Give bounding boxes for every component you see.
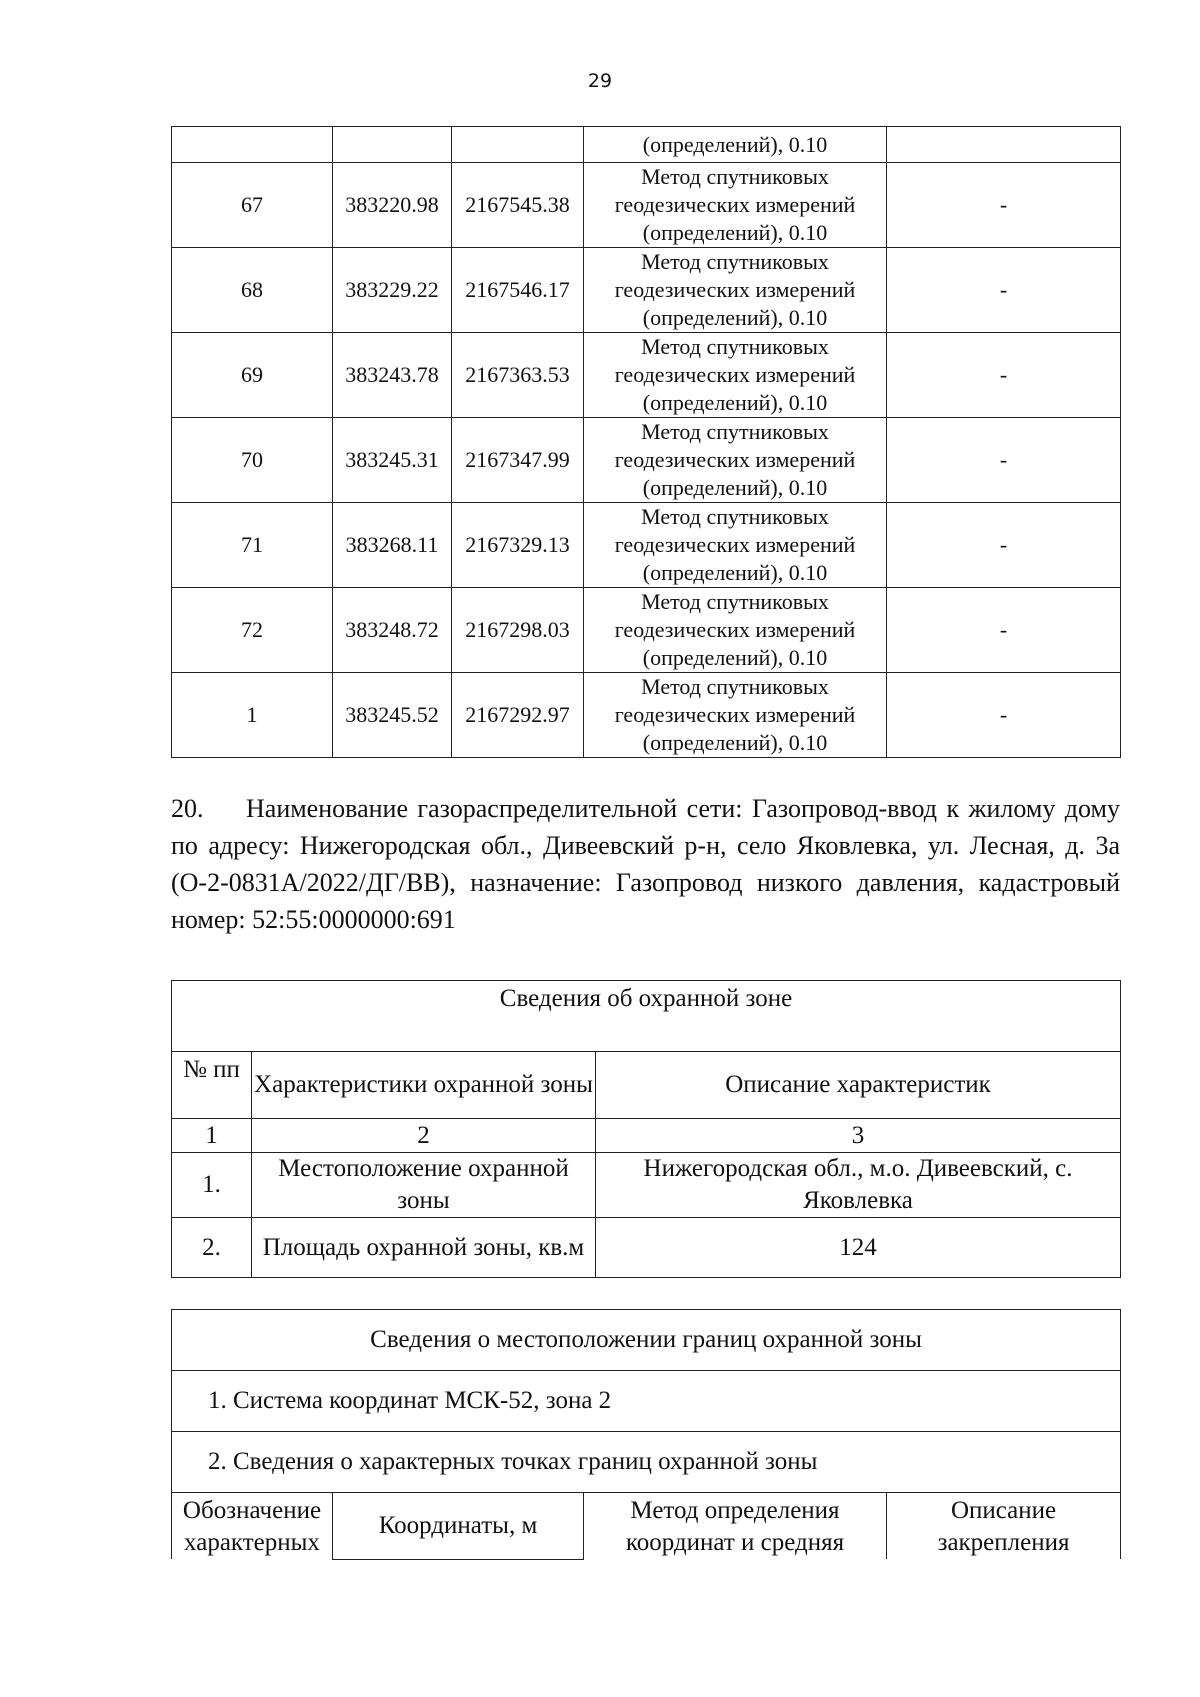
column-header: № пп bbox=[172, 1052, 252, 1119]
method-line: Метод спутниковых bbox=[641, 419, 829, 444]
table-row bbox=[172, 1371, 1121, 1432]
column-number: 3 bbox=[596, 1119, 1121, 1153]
column-header: Описание характеристик bbox=[596, 1052, 1121, 1119]
desc-cell: - bbox=[887, 333, 1121, 418]
y-cell: 2167363.53 bbox=[452, 333, 584, 418]
method-line: (определений), 0.10 bbox=[642, 390, 828, 415]
y-cell: 2167545.38 bbox=[452, 163, 584, 248]
method-line: геодезических измерений bbox=[614, 702, 856, 727]
method-cell bbox=[584, 333, 887, 418]
column-number: 1 bbox=[172, 1119, 252, 1153]
method-cell bbox=[584, 418, 887, 503]
table-row bbox=[172, 333, 1121, 418]
table-row bbox=[172, 588, 1121, 673]
y-cell: 2167347.99 bbox=[452, 418, 584, 503]
coordinates-table bbox=[171, 126, 1121, 758]
point-cell: 71 bbox=[172, 503, 333, 588]
method-line: Метод спутниковых bbox=[641, 164, 829, 189]
protection-zone-table bbox=[171, 980, 1121, 1278]
x-cell: 383245.31 bbox=[333, 418, 452, 503]
y-cell: 2167329.13 bbox=[452, 503, 584, 588]
table-row bbox=[172, 1493, 1121, 1560]
table-row bbox=[172, 503, 1121, 588]
point-cell: 67 bbox=[172, 163, 333, 248]
table-row bbox=[172, 1119, 1121, 1153]
method-line: Метод спутниковых bbox=[641, 674, 829, 699]
table-row bbox=[172, 418, 1121, 503]
method-line: геодезических измерений bbox=[614, 617, 856, 642]
characteristic-name: Площадь охранной зоны, кв.м bbox=[252, 1218, 596, 1278]
desc-cell: - bbox=[887, 248, 1121, 333]
y-cell: 2167298.03 bbox=[452, 588, 584, 673]
point-cell: 70 bbox=[172, 418, 333, 503]
table-row bbox=[172, 1153, 1121, 1218]
method-line: (определений), 0.10 bbox=[642, 645, 828, 670]
coordinate-system-line: 1. Система координат МСК-52, зона 2 bbox=[172, 1371, 1121, 1432]
method-line: геодезических измерений bbox=[614, 447, 856, 472]
point-cell: 72 bbox=[172, 588, 333, 673]
section-text: Наименование газораспределительной сети: Газопровод-ввод к жилому дому по адресу: Нижегородская обл., Дивеевский р-н, село Яковлевка, ул. Лесная, д. 3а (О-2-0831А/2022/ДГ/ВВ), назначение: Газопровод низкого давления, кадастровый номер: 52:55:0000000:691 bbox=[171, 794, 1120, 934]
method-cell: (определений), 0.10 bbox=[584, 127, 887, 163]
method-cell bbox=[584, 248, 887, 333]
point-cell bbox=[172, 127, 333, 163]
x-cell bbox=[333, 127, 452, 163]
point-cell: 69 bbox=[172, 333, 333, 418]
table-row bbox=[172, 673, 1121, 758]
method-cell bbox=[584, 503, 887, 588]
table-row bbox=[172, 981, 1121, 1052]
table-row bbox=[172, 248, 1121, 333]
method-line: (определений), 0.10 bbox=[642, 475, 828, 500]
section-number: 20. bbox=[171, 794, 204, 823]
column-header: Метод определения координат и средняя bbox=[584, 1493, 887, 1560]
method-line: геодезических измерений bbox=[614, 532, 856, 557]
method-line: (определений), 0.10 bbox=[642, 305, 828, 330]
table-row bbox=[172, 1052, 1121, 1119]
desc-cell: - bbox=[887, 163, 1121, 248]
method-line: (определений), 0.10 bbox=[642, 730, 828, 755]
column-number: 2 bbox=[252, 1119, 596, 1153]
y-cell bbox=[452, 127, 584, 163]
desc-cell: - bbox=[887, 588, 1121, 673]
method-line: Метод спутниковых bbox=[641, 249, 829, 274]
table-row bbox=[172, 1310, 1121, 1371]
row-number: 1. bbox=[172, 1153, 252, 1218]
characteristic-value: 124 bbox=[596, 1218, 1121, 1278]
table-title: Сведения о местоположении границ охранной зоны bbox=[172, 1310, 1121, 1371]
page-number: 29 bbox=[587, 70, 613, 92]
desc-cell: - bbox=[887, 503, 1121, 588]
method-cell bbox=[584, 673, 887, 758]
table-row bbox=[172, 1432, 1121, 1493]
x-cell: 383248.72 bbox=[333, 588, 452, 673]
method-line: геодезических измерений bbox=[614, 277, 856, 302]
desc-cell: - bbox=[887, 418, 1121, 503]
method-line: Метод спутниковых bbox=[641, 334, 829, 359]
table-title: Сведения об охранной зоне bbox=[172, 981, 1121, 1052]
desc-cell bbox=[887, 127, 1121, 163]
point-cell: 1 bbox=[172, 673, 333, 758]
method-line: (определений), 0.10 bbox=[642, 560, 828, 585]
section-paragraph bbox=[171, 790, 1120, 938]
column-header: Описание закрепления bbox=[887, 1493, 1121, 1560]
method-line: Метод спутниковых bbox=[641, 504, 829, 529]
column-header: Координаты, м bbox=[333, 1493, 584, 1560]
method-line: геодезических измерений bbox=[614, 362, 856, 387]
desc-cell: - bbox=[887, 673, 1121, 758]
method-cell bbox=[584, 163, 887, 248]
table-row bbox=[172, 127, 1121, 163]
x-cell: 383243.78 bbox=[333, 333, 452, 418]
x-cell: 383229.22 bbox=[333, 248, 452, 333]
point-cell: 68 bbox=[172, 248, 333, 333]
y-cell: 2167292.97 bbox=[452, 673, 584, 758]
characteristic-value: Нижегородская обл., м.о. Дивеевский, с. Яковлевка bbox=[596, 1153, 1121, 1218]
boundaries-table bbox=[171, 1309, 1121, 1560]
method-line: (определений), 0.10 bbox=[642, 220, 828, 245]
table-row bbox=[172, 1218, 1121, 1278]
characteristic-name: Местоположение охранной зоны bbox=[252, 1153, 596, 1218]
y-cell: 2167546.17 bbox=[452, 248, 584, 333]
x-cell: 383268.11 bbox=[333, 503, 452, 588]
x-cell: 383245.52 bbox=[333, 673, 452, 758]
column-header: Обозначение характерных bbox=[172, 1493, 333, 1560]
points-info-line: 2. Сведения о характерных точках границ охранной зоны bbox=[172, 1432, 1121, 1493]
table-row bbox=[172, 163, 1121, 248]
method-line: геодезических измерений bbox=[614, 192, 856, 217]
row-number: 2. bbox=[172, 1218, 252, 1278]
x-cell: 383220.98 bbox=[333, 163, 452, 248]
method-cell bbox=[584, 588, 887, 673]
column-header: Характеристики охранной зоны bbox=[252, 1052, 596, 1119]
method-line: Метод спутниковых bbox=[641, 589, 829, 614]
